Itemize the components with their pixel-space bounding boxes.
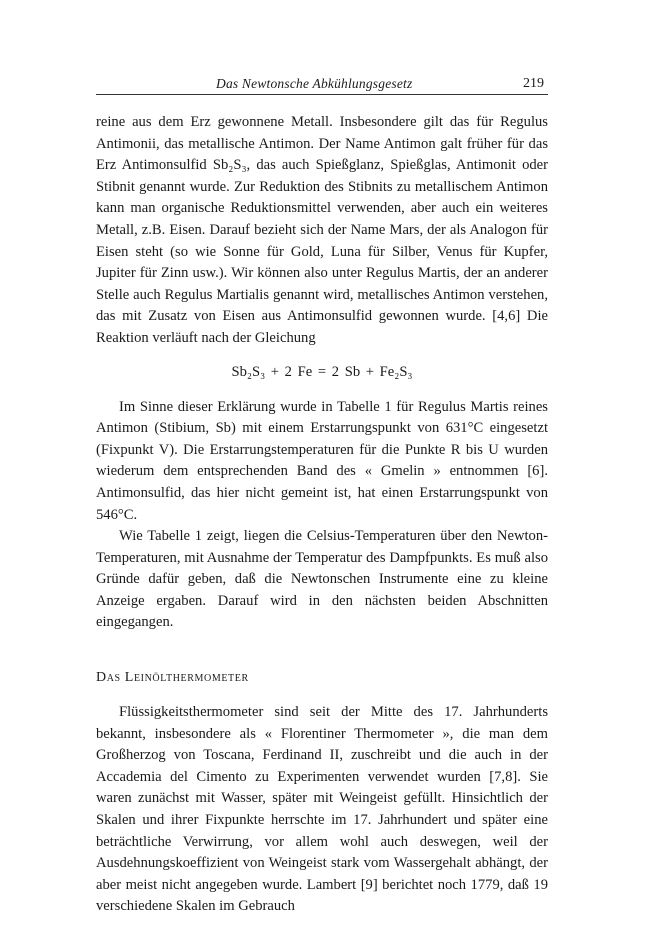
running-header [96,76,548,95]
page-number: 219 [523,76,544,91]
paragraph-celsius-comparison: Wie Tabelle 1 zeigt, liegen die Celsius-Temperaturen über den Newton-Temperaturen, mit Ausnahme der Temperatur des Dampfpunkts. Es muß also Gründe dafür geben, daß die Newtonschen Instrumente eine zu kleine Anzeige ergaben. Darauf wird in den nächsten beiden Abschnitten eingegangen. [96,528,548,631]
page-body [96,112,548,918]
section-heading: Das Leinölthermometer [96,670,249,686]
paragraph-liquid-thermometers: Flüssigkeitsthermometer sind seit der Mitte des 17. Jahrhunderts bekannt, insbesondere als « Florentiner Thermometer », die man dem Großherzog von Toscana, Ferdinand II, zuschreibt und die auch in der Accademia del Cimento zu Experimenten verwendet wurden [7,8]. Sie waren zunächst mit Wasser, später mit Weingeist gefüllt. Hinsichtlich der Skalen und ihrer Fixpunkte herrschte im 17. Jahrhundert und später eine beträchtliche Verwirrung, vor allem wohl auch deswegen, weil der Ausdehnungskoeffizient von Weingeist stark vom Wassergehalt abhängt, der aber meist nicht angegeben wurde. Lambert [9] berichtet noch 1779, daß 19 verschiedene Skalen im Gebrauch [96,704,548,915]
paragraph-table-explanation: Im Sinne dieser Erklärung wurde in Tabelle 1 für Regulus Martis reines Antimon (Stibium, Sb) mit einem Erstarrungspunkt von 631°C eingesetzt (Fixpunkt V). Die Erstarrungstemperaturen für die Punkte R bis U wurden wiederum dem entsprechenden Band des « Gmelin » entnommen [6]. Antimonsulfid, das hier nicht gemeint ist, hat einen Erstarrungspunkt von 546°C. [96,398,548,523]
reaction-equation: Sb₂S₃ + 2 Fe = 2 Sb + Fe₂S₃ [231,363,413,380]
paragraph-regulus: reine aus dem Erz gewonnene Metall. Insbesondere gilt das für Regulus Antimonii, das metallische Antimon. Der Name Antimon galt früher für das Erz Antimonsulfid Sb₂S₃, das auch Spießglanz, Spießglas, Antimonit oder Stibnit genannt wurde. Zur Reduktion des Stibnits zu metallischem Antimon kann man organische Reduktionsmittel verwenden, aber auch ein weiteres Metall, z.B. Eisen. Darauf bezieht sich der Name Mars, der als Analogon für Eisen steht (so wie Sonne für Gold, Luna für Silber, Venus für Kupfer, Jupiter für Zinn usw.). Wir können also unter Regulus Martis, der an anderer Stelle auch Regulus Martialis genannt wird, metallisches Antimon verstehen, das mit Zusatz von Eisen aus Antimonsulfid gewonnen wurde. [4,6] Die Reaktion verläuft nach der Gleichung [96,114,548,346]
running-title: Das Newtonsche Abkühlungsgesetz [216,76,413,91]
